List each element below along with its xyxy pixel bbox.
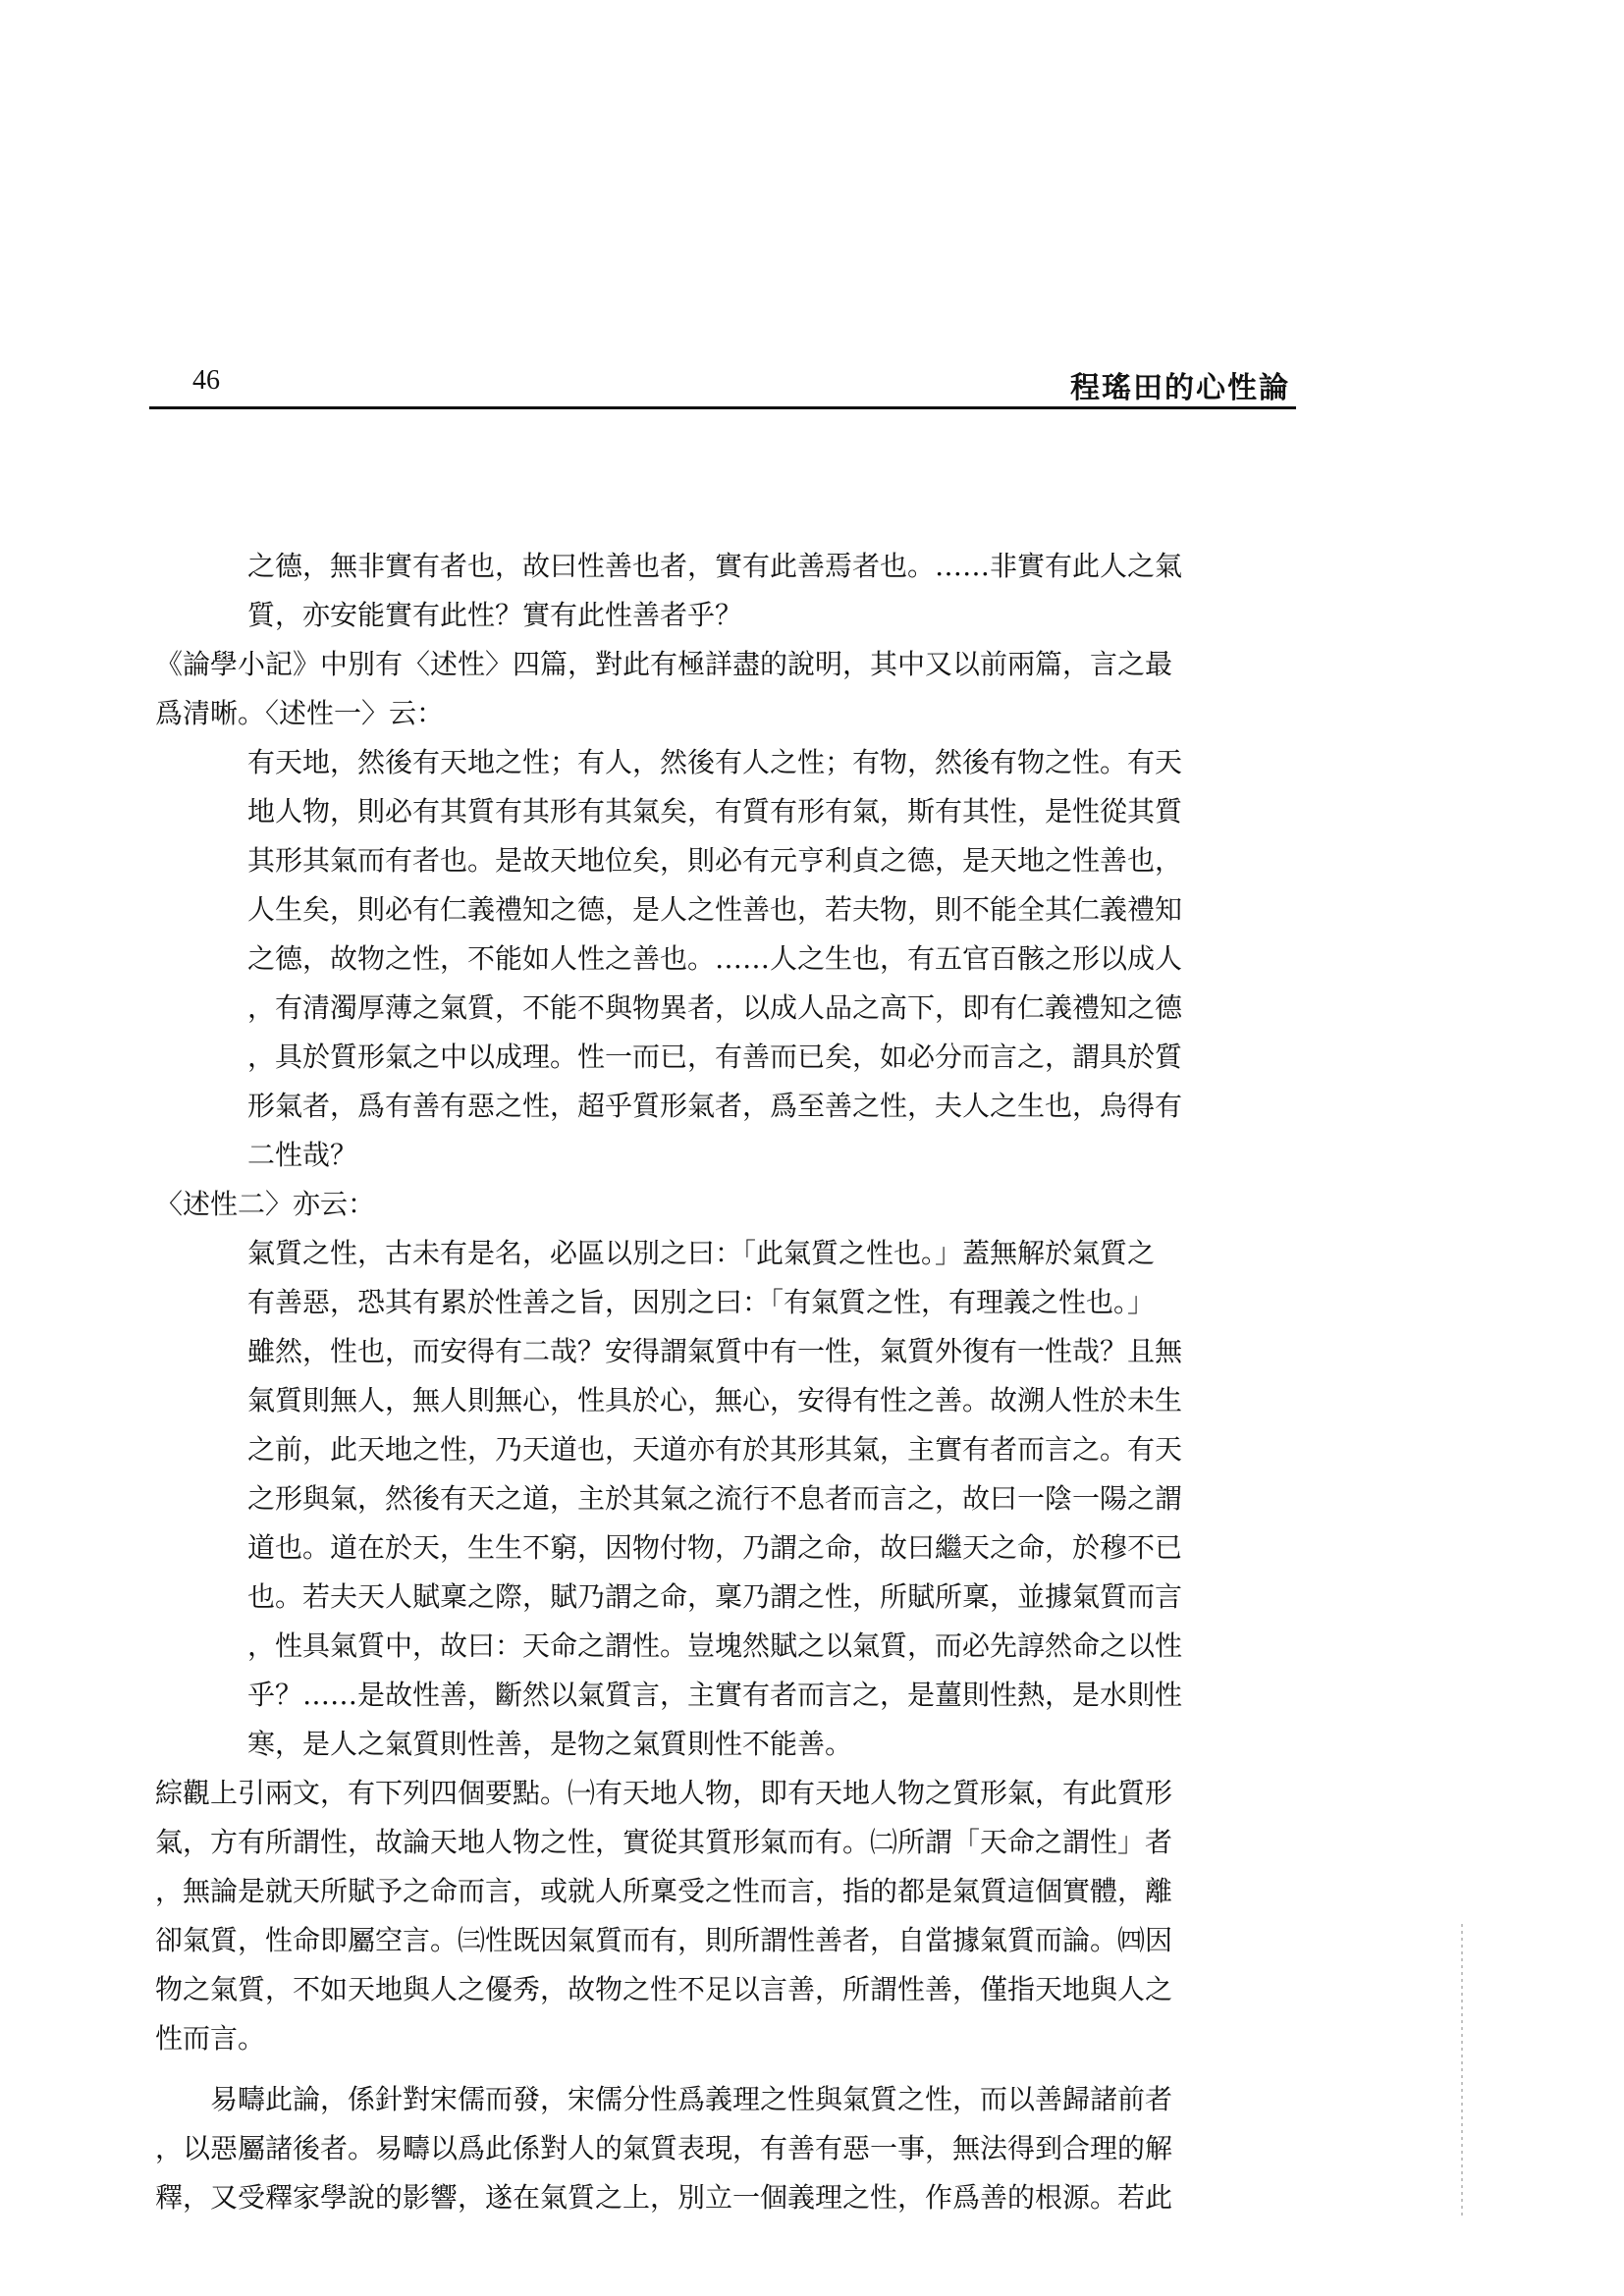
text-line: ，以惡屬諸後者。易疇以爲此係對人的氣質表現，有善有惡一事，無法得到合理的解 (155, 2132, 1173, 2164)
block-quote-1 (155, 542, 1235, 640)
text-line: 形氣者，爲有善有惡之性，超乎質形氣者，爲至善之性，夫人之生也，烏得有 (247, 1090, 1183, 1122)
body-text (155, 542, 1235, 2222)
text-line: 之前，此天地之性，乃天道也，天道亦有於其形其氣，主實有者而言之。有天 (247, 1433, 1183, 1466)
text-line: ，性具氣質中，故曰：天命之謂性。豈塊然賦之以氣質，而必先諄然命之以性 (247, 1629, 1183, 1662)
text-line: ，具於質形氣之中以成理。性一而已，有善而已矣，如必分而言之，謂具於質 (247, 1041, 1183, 1073)
text-line: ，無論是就天所賦予之命而言，或就人所稟受之性而言，指的都是氣質這個實體，離 (155, 1875, 1173, 1907)
scan-edge-artifact (1461, 1924, 1463, 2218)
page-number: 46 (192, 365, 220, 396)
text-line: 乎？……是故性善，斷然以氣質言，主實有者而言之，是薑則性熱，是水則性 (247, 1679, 1183, 1711)
block-quote-3 (155, 1229, 1235, 1769)
text-line: 爲清晰。〈述性一〉云： (155, 697, 445, 729)
text-line: 道也。道在於天，生生不窮，因物付物，乃謂之命，故曰繼天之命，於穆不已 (247, 1531, 1183, 1564)
text-line: 有善惡，恐其有累於性善之旨，因別之曰：「有氣質之性，有理義之性也。」 (247, 1286, 1156, 1318)
text-line: 物之氣質，不如天地與人之優秀，故物之性不足以言善，所謂性善，僅指天地與人之 (155, 1973, 1173, 2005)
text-line: 質，亦安能實有此性？實有此性善者乎？ (247, 599, 743, 631)
text-line: 寒，是人之氣質則性善，是物之氣質則性不能善。 (247, 1728, 853, 1760)
text-line: 二性哉？ (247, 1139, 358, 1171)
text-line: 卻氣質，性命即屬空言。㈢性既因氣質而有，則所謂性善者，自當據氣質而論。㈣因 (155, 1924, 1173, 1956)
paragraph-3 (155, 1769, 1235, 2063)
text-line: 易疇此論，係針對宋儒而發，宋儒分性爲義理之性與氣質之性，而以善歸諸前者 (210, 2083, 1173, 2115)
text-line: 之形與氣，然後有天之道，主於其氣之流行不息者而言之，故曰一陰一陽之謂 (247, 1482, 1183, 1515)
text-line: 也。若夫天人賦稟之際，賦乃謂之命，稟乃謂之性，所賦所稟，並據氣質而言 (247, 1580, 1183, 1613)
text-line: 之德，故物之性，不能如人性之善也。……人之生也，有五官百骸之形以成人 (247, 942, 1183, 975)
text-line: 氣，方有所謂性，故論天地人物之性，實從其質形氣而有。㈡所謂「天命之謂性」者 (155, 1826, 1173, 1858)
paragraph-1 (155, 640, 1235, 738)
text-line: 《論學小記》中別有〈述性〉四篇，對此有極詳盡的說明，其中又以前兩篇，言之最 (155, 648, 1173, 680)
text-line: 地人物，則必有其質有其形有其氣矣，有質有形有氣，斯有其性，是性從其質 (247, 795, 1183, 828)
text-line: 氣質之性，古未有是名，必區以別之曰：「此氣質之性也。」蓋無解於氣質之 (247, 1237, 1156, 1269)
text-line: 之德，無非實有者也，故曰性善也者，實有此善焉者也。……非實有此人之氣 (247, 550, 1183, 582)
text-line: 綜觀上引兩文，有下列四個要點。㈠有天地人物，即有天地人物之質形氣，有此質形 (155, 1777, 1173, 1809)
paragraph-gap (155, 2063, 1235, 2075)
block-quote-2 (155, 738, 1235, 1180)
text-line: ，有清濁厚薄之氣質，不能不與物異者，以成人品之高下，即有仁義禮知之德 (247, 991, 1183, 1024)
running-title: 程瑤田的心性論 (1070, 371, 1290, 405)
paragraph-4 (155, 2075, 1235, 2222)
text-line: 雖然，性也，而安得有二哉？安得謂氣質中有一性，氣質外復有一性哉？且無 (247, 1335, 1183, 1367)
text-line: 人生矣，則必有仁義禮知之德，是人之性善也，若夫物，則不能全其仁義禮知 (247, 893, 1183, 926)
text-line: 氣質則無人，無人則無心，性具於心，無心，安得有性之善。故溯人性於未生 (247, 1384, 1183, 1416)
text-line: 性而言。 (155, 2022, 266, 2055)
text-line: 釋，又受釋家學說的影響，遂在氣質之上，別立一個義理之性，作爲善的根源。若此 (155, 2181, 1173, 2214)
text-line: 有天地，然後有天地之性；有人，然後有人之性；有物，然後有物之性。有天 (247, 746, 1183, 778)
header-rule (149, 406, 1296, 409)
text-line: 〈述性二〉亦云： (155, 1188, 376, 1220)
text-line: 其形其氣而有者也。是故天地位矣，則必有元亨利貞之德，是天地之性善也， (247, 844, 1183, 877)
paragraph-2 (155, 1180, 1235, 1229)
